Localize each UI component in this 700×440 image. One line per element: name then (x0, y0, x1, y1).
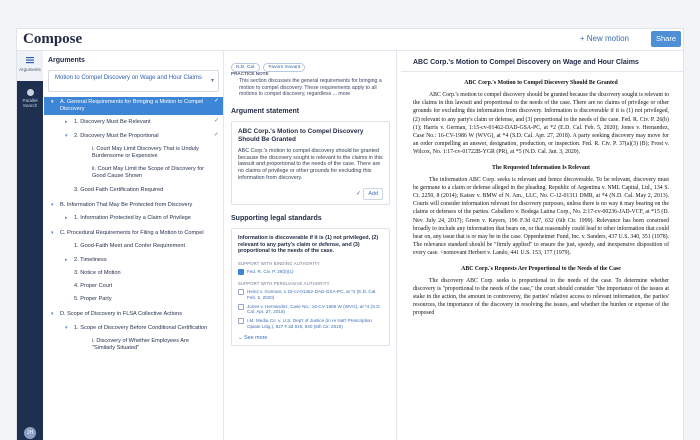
outline-item[interactable] (44, 185, 223, 196)
outline-item[interactable] (44, 255, 223, 266)
binding-authority-list (238, 269, 383, 275)
outline-item[interactable] (44, 268, 223, 279)
document-section-heading: The Requested Information Is Relevant (492, 164, 590, 171)
authority-checkbox[interactable] (238, 269, 244, 275)
argument-body: ABC Corp.'s motion to compel discovery should be granted because the discovery sought is relevant to the claims in this lawsuit and proportional to the needs of the case. There are no claims of privilege or other grounds for excluding this information from discovery. (238, 147, 383, 181)
filter-tag[interactable]: N.D. Cal. (231, 63, 260, 72)
tag-list (231, 55, 396, 70)
chevron-down-icon[interactable]: ▾ (51, 311, 54, 318)
outline-item[interactable] (44, 336, 223, 354)
argument-card (231, 121, 390, 205)
see-more-label: See more (244, 334, 268, 341)
legal-standards-heading: Supporting legal standards (231, 214, 322, 222)
arguments-heading: Arguments (48, 57, 85, 64)
side-rail (17, 51, 43, 440)
outline-item[interactable] (44, 294, 223, 305)
authority-citation: Fed. R. Civ. P. 26(b)(1) (247, 269, 294, 275)
document-section-heading: ABC Corp.'s Requests Are Proportional to the Needs of the Case (461, 265, 621, 272)
rail-parallel-search-label: Parallel Search (22, 98, 38, 108)
authority-citation: I.M. Media Co. v. U.S. Dep't of Justice (In re Nat'l Prescription Opiate Litig.), 927 F.3d 919, 940 (6th Cir. 2019) (247, 318, 372, 329)
argument-title: ABC Corp.'s Motion to Compel Discovery Should Be Granted (238, 127, 364, 143)
outline-item-label: C. Procedural Requirements for Filing a Motion to Compel (60, 230, 204, 237)
top-bar (17, 29, 683, 51)
outline-item-label: ii. Court May Limit the Scope of Discovery for Good Cause Shown (92, 166, 204, 180)
authority-checkbox[interactable] (238, 318, 244, 324)
chevron-down-icon[interactable]: ▾ (65, 132, 68, 139)
chevron-down-icon[interactable]: ▾ (51, 99, 54, 105)
document-title: ABC Corp.'s Motion to Compel Discovery on Wage and Hour Claims (413, 59, 639, 66)
outline-item[interactable] (44, 213, 223, 224)
argument-outline (44, 97, 223, 354)
authority-item[interactable] (238, 304, 383, 316)
add-button[interactable]: Add (363, 188, 383, 200)
chevron-down-icon: ▾ (210, 78, 214, 84)
rail-arguments[interactable] (17, 51, 43, 81)
avatar[interactable]: JH (24, 427, 36, 439)
chevron-right-icon[interactable]: ▸ (65, 256, 68, 263)
outline-item-label: 1. Good-Faith Meet and Confer Requirement (74, 243, 186, 250)
app-logo: Compose (23, 31, 83, 47)
rail-parallel-search[interactable] (17, 81, 43, 440)
outline-item[interactable] (44, 97, 223, 115)
outline-item[interactable] (44, 309, 223, 320)
authority-citation: Heinz v. Gorman, 1:15-cv-01462-DAD-GSA-PC, at *2 (E.D. Cal. Feb. 5, 2020) (247, 288, 377, 300)
share-button[interactable]: Share (651, 31, 681, 47)
chevron-down-icon[interactable]: ▾ (51, 201, 54, 208)
outline-item-label: A. General Requirements for Bringing a Motion to Compel Discovery (60, 99, 204, 113)
argument-statement-heading: Argument statement (231, 107, 300, 115)
outline-item-label: i. Discovery of Whether Employees Are "Similarly Situated" (92, 337, 189, 352)
document-preview (401, 51, 683, 440)
new-motion-button[interactable]: + New motion (579, 34, 629, 43)
chevron-down-icon[interactable]: ▾ (51, 230, 54, 237)
motion-select[interactable] (48, 70, 219, 92)
filter-tag[interactable]: Favors movant (263, 63, 305, 72)
authority-checkbox[interactable] (238, 289, 244, 295)
outline-item-label: B. Information That May Be Protected from Discovery (60, 201, 193, 208)
outline-item[interactable] (44, 323, 223, 334)
binding-authority-label: SUPPORT WITH BINDING AUTHORITY (238, 261, 320, 267)
check-icon: ✓ (213, 131, 219, 138)
authority-checkbox[interactable] (238, 304, 244, 310)
outline-item-label: 3. Notice of Motion (74, 269, 121, 276)
outline-item-label: D. Scope of Discovery in FLSA Collective Actions (60, 311, 182, 318)
outline-item[interactable] (44, 164, 223, 182)
motion-select-value: Motion to Compel Discovery on Wage and Hour Claims (55, 75, 202, 81)
check-icon: ✓ (213, 98, 219, 104)
outline-item[interactable] (44, 241, 223, 252)
outline-item-label: 1. Scope of Discovery Before Conditional Certification (74, 324, 208, 331)
outline-item-label: 2. Timeliness (74, 256, 107, 263)
authority-item[interactable] (238, 289, 383, 301)
practice-note: This section discusses the general requirements for bringing a motion to compel discovery. These requirements apply to all motions to compel discovery, regardless ... more (239, 78, 382, 98)
document-body (413, 80, 669, 318)
outline-item-label: 1. Information Protected by a Claim of Privilege (74, 215, 191, 222)
divider (401, 71, 683, 72)
outline-item[interactable] (44, 281, 223, 292)
authority-citation: Jones v. Hernandez, Case No.: 16-CV-1986 W (WVG), at *4 (S.D. Cal. Apr. 27, 2018) (247, 303, 381, 315)
outline-item[interactable] (44, 131, 223, 142)
document-paragraph: The information ABC Corp. seeks is relevant and hence discoverable. To be relevant, discovery must be germane to a claim or defense alleged in the pleading. Republic of Argentina v. NML Capital, Ltd., 134 S. Ct. 2250, 8 (2014); Kaiser v. BMW of N. Am., LLC, No. C-12-01311 DMR, at *4 (N.D. Cal. May 2, 2013). Courts will consider information relevant for discovery purposes, unless there is no way it may bearing on the claims or defenses of the parties. Caballero v. Bodega Latina Corp., No. 2:17-cv-00236-JAD-VCF, at *15 (D. Nev. July 24, 2017); Green v. Keyers, 196 F.3d 627, 632 (6th Cir. 1999). Relevance has been construed broadly to include any information that bears on, or that reasonably could lead to other information that could bear on, any issue that is or may be in the case. Oppenheimer Fund, Inc. v. Sanders, 437 U.S. 340, 351 (1978). The relevance standard should be "firmly applied" to ensure the just, speedy, and inexpensive disposition of every case. <nomovant Herbert v. Lando, 441 U.S. 153, 177 (1979). (413, 176, 669, 257)
outline-item-label: 1. Discovery Must Be Relevant (74, 119, 151, 126)
chevron-down-icon[interactable]: ▾ (65, 324, 68, 331)
persuasive-authority-label: SUPPORT WITH PERSUASIVE AUTHORITY (238, 280, 330, 286)
list-icon (25, 55, 35, 65)
outline-item[interactable] (44, 117, 223, 128)
practice-note-label: PRACTICE NOTE (231, 71, 269, 76)
standard-card (231, 228, 390, 346)
outline-item[interactable] (44, 144, 223, 162)
outline-item[interactable] (44, 228, 223, 239)
outline-item-label: i. Court May Limit Discovery That is Unduly Burdensome or Expensive (92, 145, 199, 160)
document-paragraph: The discovery ABC Corp. seeks is proportional to the needs of the case. To determine whether discovery is "proportional to the needs of the case," the court should consider "the importance of the issues at stake in the action, the amount in controversy, the parties' relative access to relevant information, the parties' resources, the importance of the discovery in resolving the issues, and whether the burden or expense of the proposed (413, 277, 669, 317)
see-more-link[interactable]: ⌄ See more (238, 334, 268, 341)
arguments-panel (44, 51, 224, 440)
persuasive-authority-list (238, 289, 383, 330)
standard-text: Information is discoverable if it is (1) not privileged, (2) relevant to any party's claim or defense, and (3) proportional to the needs of the case. (238, 234, 379, 255)
app-window (16, 28, 684, 440)
outline-item-label: 5. Proper Party (74, 296, 112, 303)
outline-item[interactable] (44, 200, 223, 211)
check-icon: ✓ (213, 118, 219, 125)
chevron-right-icon[interactable]: ▸ (65, 215, 68, 222)
outline-item-label: 3. Good Faith Certification Required (74, 186, 164, 193)
outline-item-label: 2. Discovery Must Be Proportional (74, 132, 159, 139)
chevron-right-icon[interactable]: ▸ (65, 119, 68, 126)
check-icon[interactable]: ✓ (355, 190, 361, 197)
authority-item[interactable] (238, 318, 383, 330)
rail-arguments-label: Arguments (19, 67, 41, 72)
search-icon (27, 89, 34, 96)
authority-item[interactable] (238, 269, 383, 275)
document-paragraph: ABC Corp.'s motion to compel discovery should be granted because the discovery sought is relevant to the claims in this lawsuit and proportional to the needs of the case. There are no claims of privilege or other grounds for excluding this information from discovery. Information is discoverable if it is (1) not privileged, (2) relevant to any party's claim or defense, and (3) proportional to the needs of the case. Fed. R. Civ. P. 26(b)(1); Harris v. German, 1:15-cv-01462-DAD-GSA-PC, at *2 (E.D. Cal. Feb. 5, 2020); Jones v. Hernandez, Case No.: 16-CV-1986 W (WVG), at *4 (S.D. Cal. Apr. 27, 2018). A party seeking discovery may move for an order compelling an answer, designation, production, or inspection. Fed. R. Civ. P. 37(a)(3) (B); Frost v. Wilcox, No. 1:17-cv-01722B-YGR (PR), at *5 (N.D. Cal. Jan. 3, 2020). (413, 92, 669, 156)
outline-item-label: 4. Proper Court (74, 283, 113, 290)
document-section-heading: ABC Corp.'s Motion to Compel Discovery Should Be Granted (464, 80, 618, 86)
argument-detail-panel (225, 51, 397, 440)
